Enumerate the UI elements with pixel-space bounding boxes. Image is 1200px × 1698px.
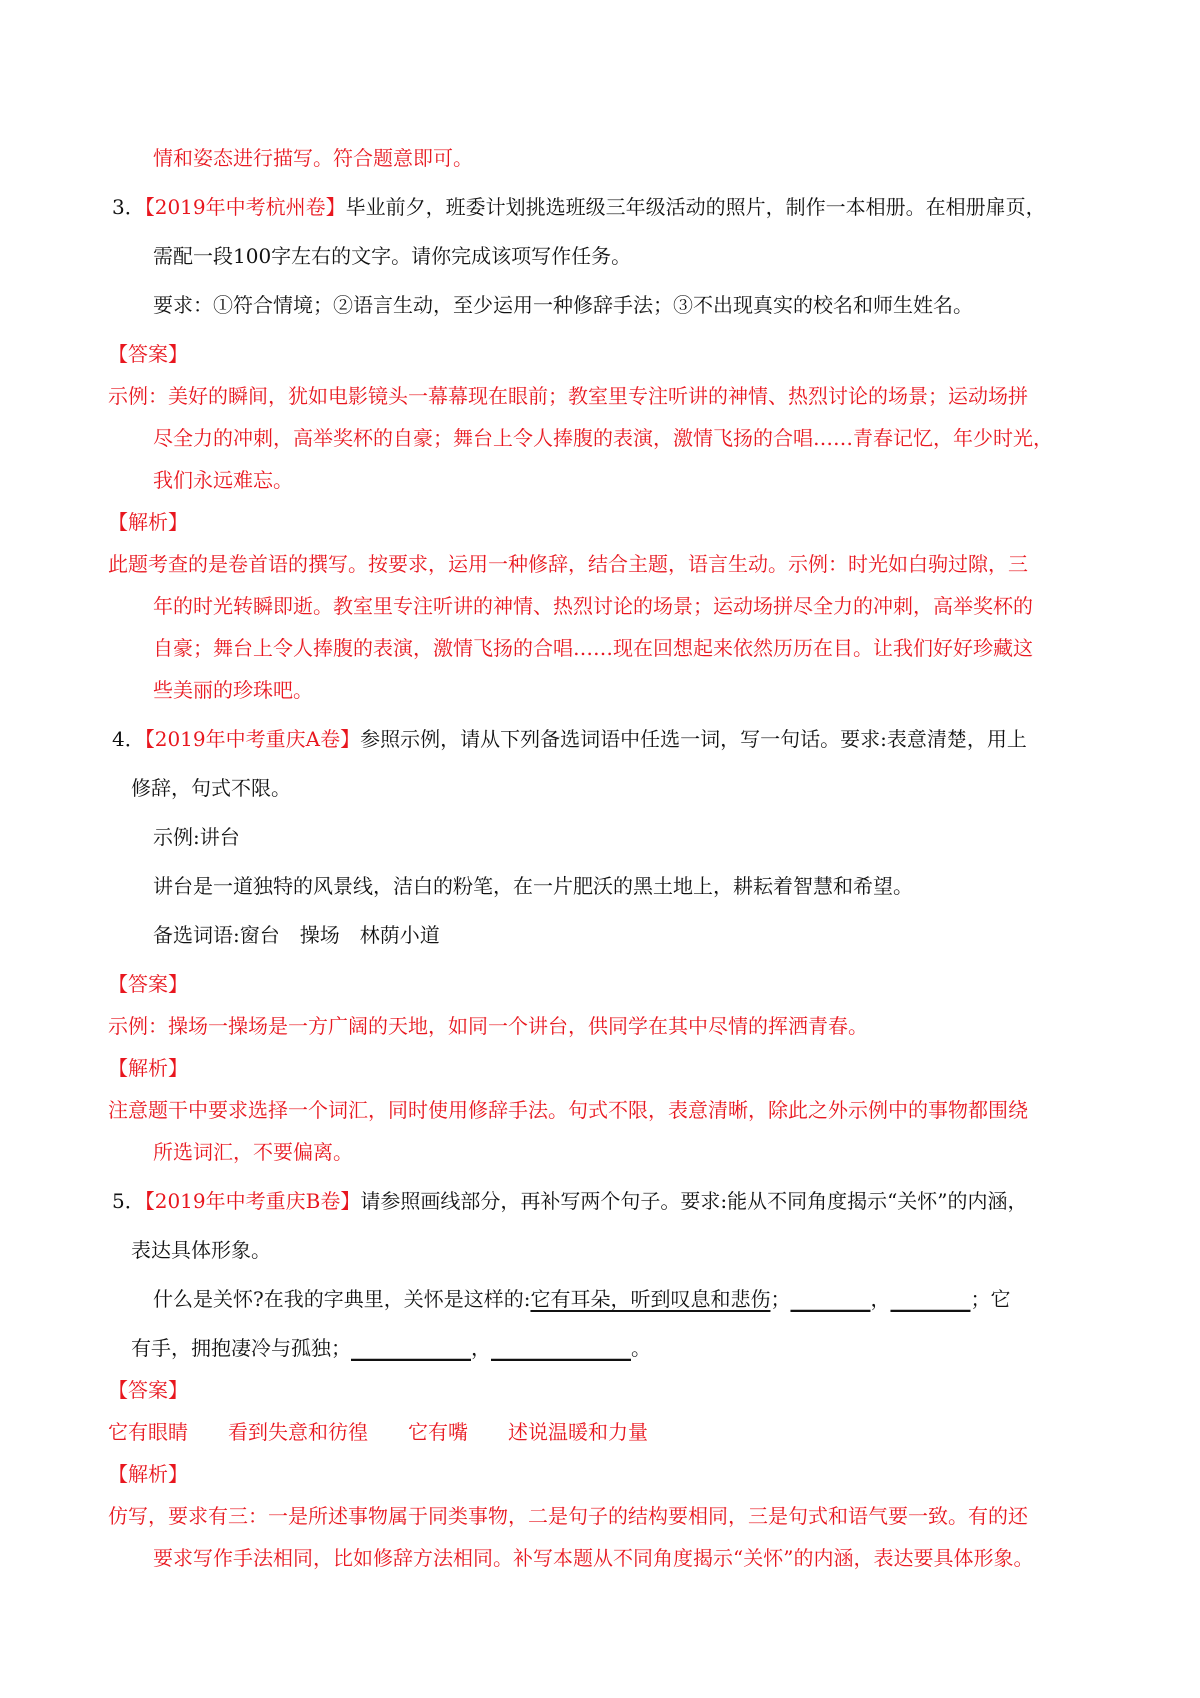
analysis-line: 要求写作手法相同，比如修辞方法相同。补写本题从不同角度揭示“关怀”的内涵，表达要具体形象。 — [153, 1546, 1034, 1570]
analysis-line: 些美丽的珍珠吧。 — [153, 678, 313, 702]
passage-text: 。 — [631, 1336, 651, 1360]
answer-part: 看到失意和彷徨 — [228, 1420, 368, 1444]
analysis-label: 【解析】 — [108, 510, 188, 534]
answer-line — [108, 1418, 648, 1446]
passage-text: ， — [870, 1287, 891, 1311]
question-number: 5． — [112, 1189, 145, 1213]
answer-label: 【答案】 — [108, 342, 188, 366]
question-stem: 参照示例，请从下列备选词语中任选一词，写一句话。要求:表意清楚，用上 — [360, 727, 1027, 751]
question-3-stem-line-2: 需配一段100字左右的文字。请你完成该项写作任务。 — [153, 244, 632, 268]
passage-text: ； — [770, 1287, 791, 1311]
question-number: 3． — [112, 195, 145, 219]
answer-label: 【答案】 — [108, 1378, 188, 1402]
analysis-line: 仿写，要求有三：一是所述事物属于同类事物，二是句子的结构要相同，三是句式和语气要一致。有的还 — [108, 1504, 1028, 1528]
answer-line: 尽全力的冲刺，高举奖杯的自豪；舞台上令人捧腹的表演，激情飞扬的合唱……青春记忆，年少时光， — [153, 426, 1053, 450]
answer-part: 述说温暖和力量 — [508, 1420, 648, 1444]
analysis-line: 自豪；舞台上令人捧腹的表演，激情飞扬的合唱……现在回想起来依然历历在目。让我们好好珍藏这 — [153, 636, 1033, 660]
question-4-options: 备选词语:窗台 操场 林荫小道 — [153, 923, 440, 947]
analysis-line: 所选词汇，不要偏离。 — [153, 1140, 353, 1164]
fill-blank: ________ — [890, 1287, 971, 1311]
question-source: 【2019年中考重庆A卷】 — [144, 727, 361, 751]
passage-text: 什么是关怀?在我的字典里，关怀是这样的: — [153, 1287, 531, 1311]
fill-blank: ______________ — [491, 1336, 631, 1360]
question-4-stem-line-2: 修辞，句式不限。 — [131, 776, 291, 800]
underlined-sentence: 它有耳朵，听到叹息和悲伤 — [530, 1287, 771, 1311]
analysis-line: 此题考查的是卷首语的撰写。按要求，运用一种修辞，结合主题，语言生动。示例：时光如白驹过隙，三 — [108, 552, 1028, 576]
prev-answer-tail: 情和姿态进行描写。符合题意即可。 — [153, 146, 473, 170]
fill-blank: ____________ — [351, 1336, 471, 1360]
question-stem: 请参照画线部分，再补写两个句子。要求:能从不同角度揭示“关怀”的内涵， — [360, 1189, 1028, 1213]
question-source: 【2019年中考杭州卷】 — [144, 195, 346, 219]
passage-text: ；它 — [970, 1287, 1011, 1311]
question-4-example-text: 讲台是一道独特的风景线，洁白的粉笔，在一片肥沃的黑土地上，耕耘着智慧和希望。 — [153, 874, 913, 898]
question-3-requirements: 要求：①符合情境；②语言生动，至少运用一种修辞手法；③不出现真实的校名和师生姓名。 — [153, 293, 973, 317]
question-5-passage-line-1 — [153, 1285, 1010, 1313]
passage-text: 有手，拥抱凄冷与孤独； — [131, 1336, 351, 1360]
fill-blank: ________ — [790, 1287, 871, 1311]
answer-line: 示例：操场一操场是一方广阔的天地，如同一个讲台，供同学在其中尽情的挥洒青春。 — [108, 1014, 868, 1038]
question-4-stem-line-1 — [112, 725, 1027, 753]
answer-part: 它有嘴 — [408, 1420, 468, 1444]
answer-label: 【答案】 — [108, 972, 188, 996]
question-source: 【2019年中考重庆B卷】 — [144, 1189, 361, 1213]
analysis-line: 注意题干中要求选择一个词汇，同时使用修辞手法。句式不限，表意清晰，除此之外示例中的事物都围绕 — [108, 1098, 1028, 1122]
analysis-line: 年的时光转瞬即逝。教室里专注听讲的神情、热烈讨论的场景；运动场拼尽全力的冲刺，高举奖杯的 — [153, 594, 1033, 618]
answer-part: 它有眼睛 — [108, 1420, 188, 1444]
analysis-label: 【解析】 — [108, 1462, 188, 1486]
question-5-stem-line-2: 表达具体形象。 — [131, 1238, 271, 1262]
question-3-stem-line-1 — [112, 193, 1046, 221]
question-4-example-label: 示例:讲台 — [153, 825, 240, 849]
analysis-label: 【解析】 — [108, 1056, 188, 1080]
question-number: 4． — [112, 727, 145, 751]
question-5-passage-line-2 — [131, 1334, 651, 1362]
question-stem: 毕业前夕，班委计划挑选班级三年级活动的照片，制作一本相册。在相册扉页， — [345, 195, 1046, 219]
answer-line: 我们永远难忘。 — [153, 468, 293, 492]
question-5-stem-line-1 — [112, 1187, 1028, 1215]
answer-line: 示例：美好的瞬间，犹如电影镜头一幕幕现在眼前；教室里专注听讲的神情、热烈讨论的场景；运动场拼 — [108, 384, 1028, 408]
passage-text: ， — [471, 1336, 491, 1360]
